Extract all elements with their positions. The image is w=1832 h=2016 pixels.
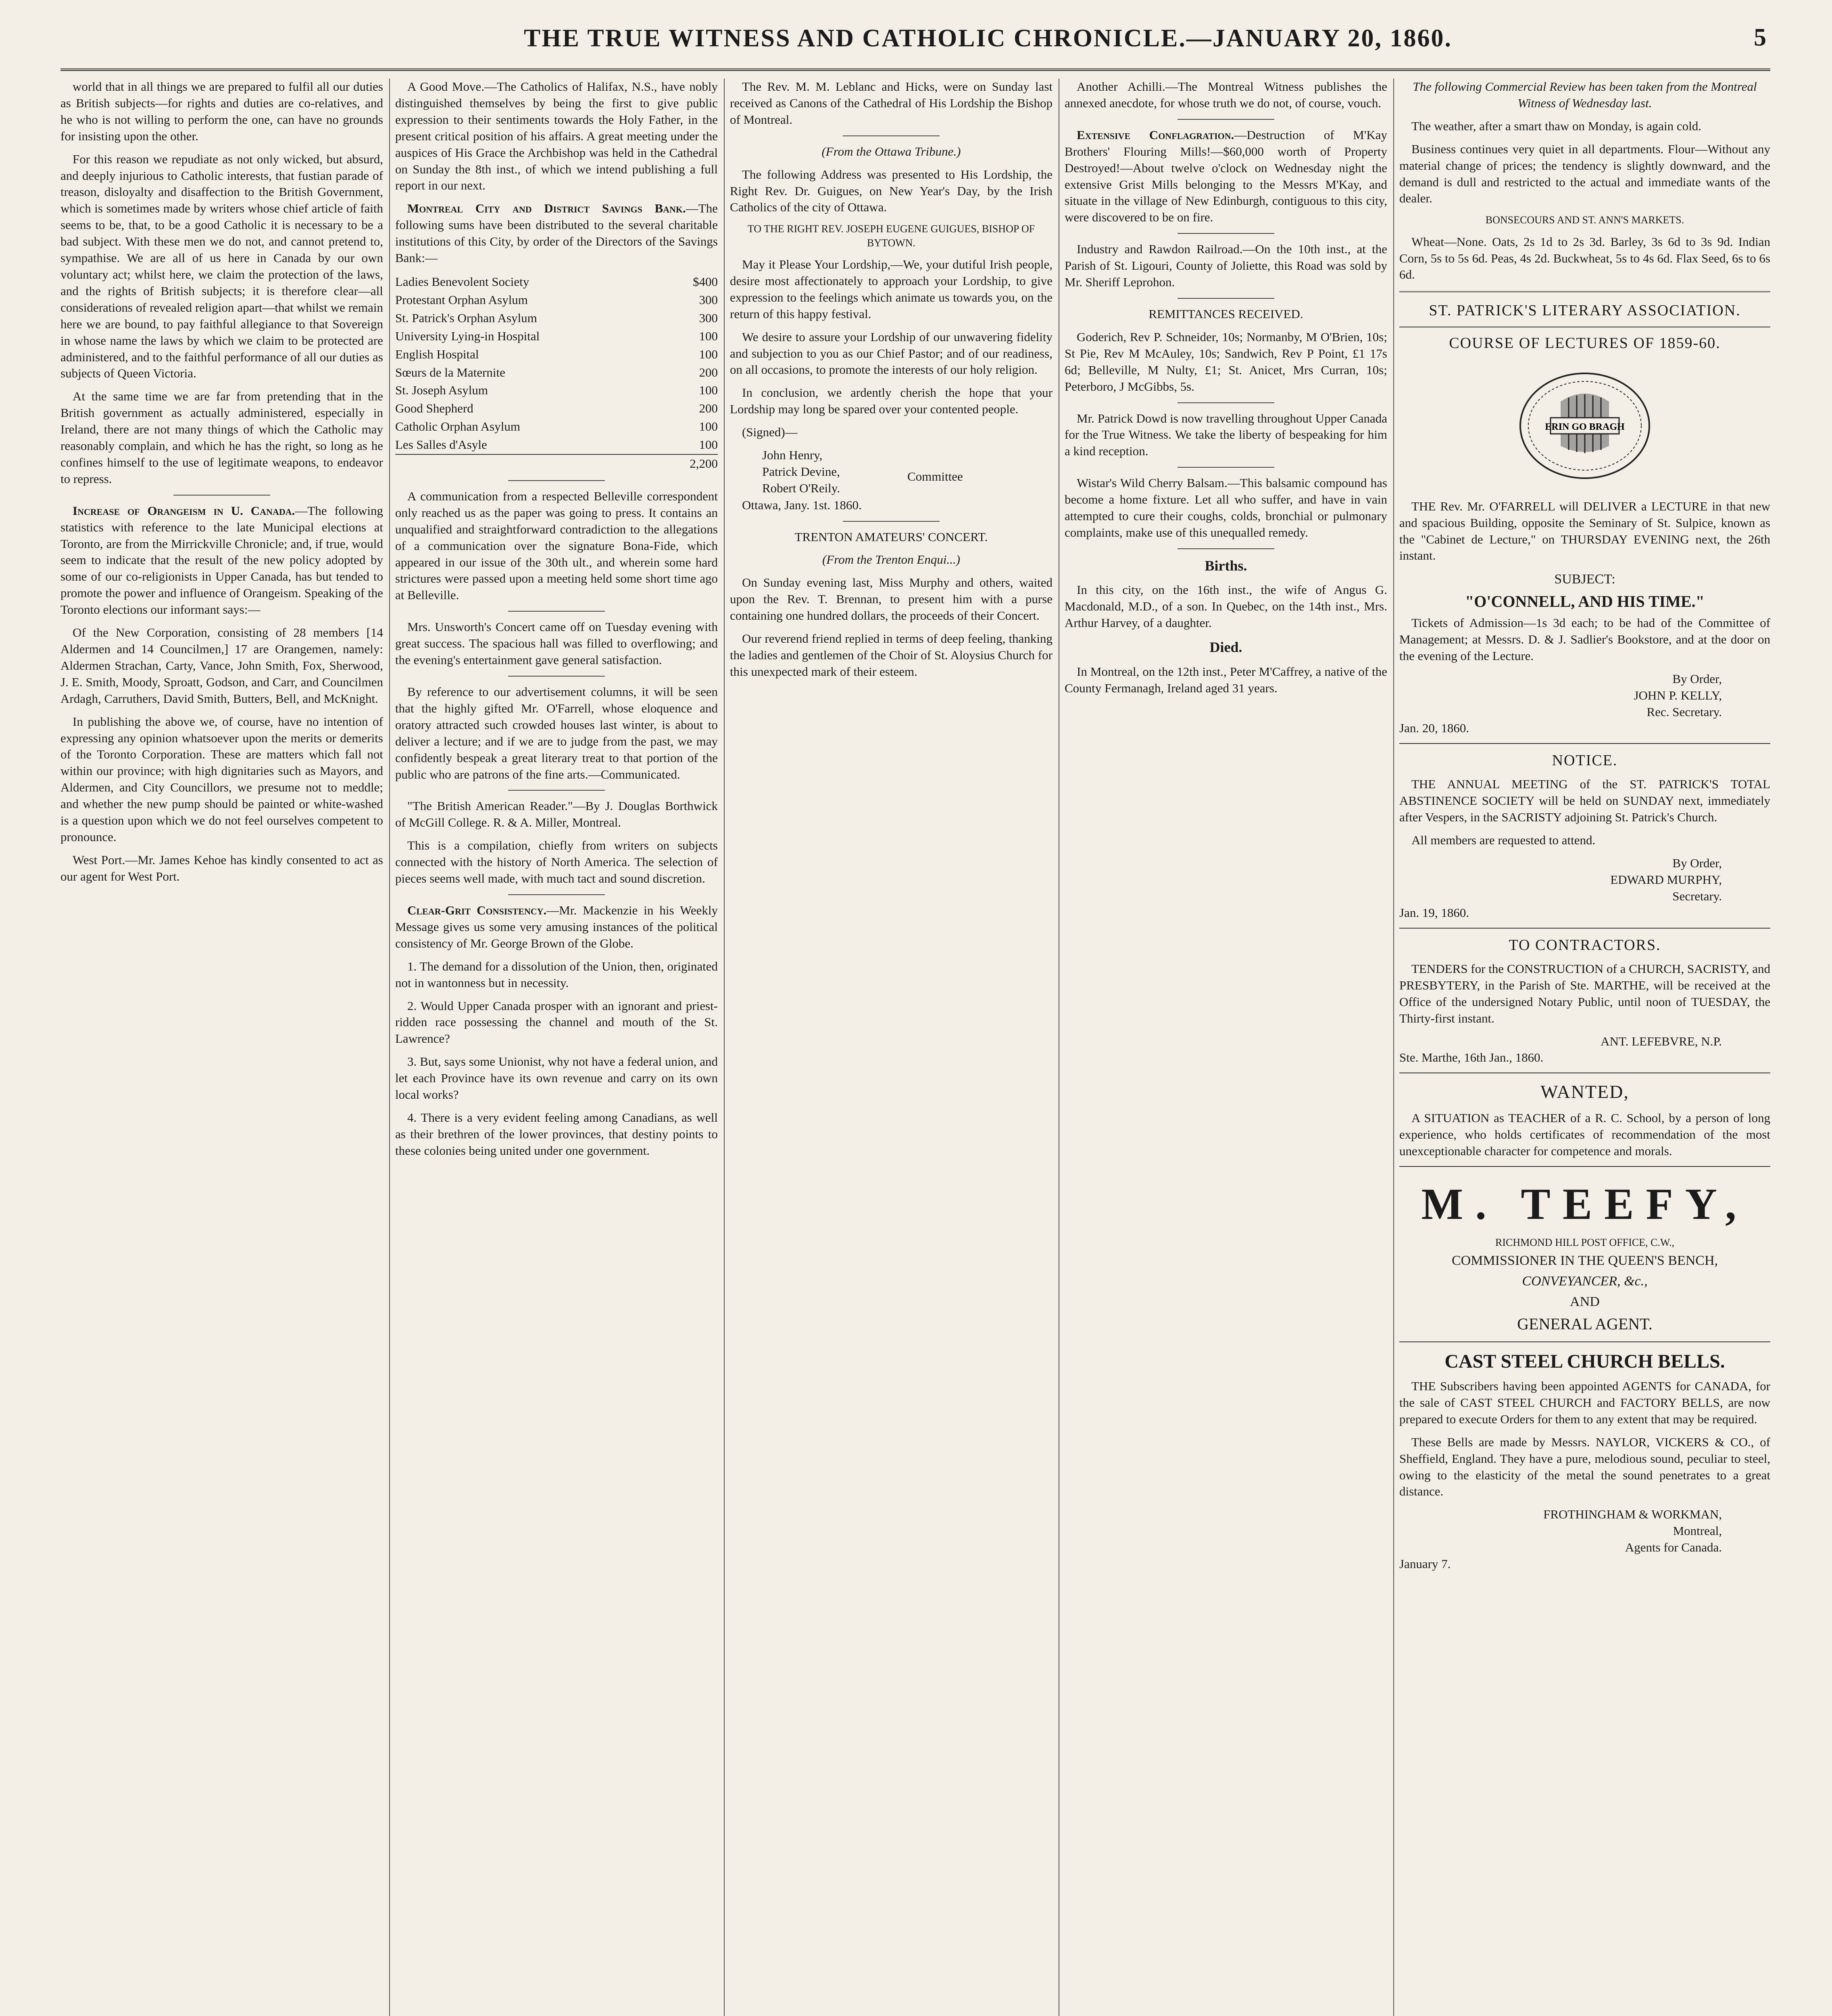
seal-text: ERIN GO BRAGH xyxy=(1545,421,1625,432)
signer: Patrick Devine, xyxy=(762,464,840,479)
col5-paragraph: The weather, after a smart thaw on Monday, is again cold. xyxy=(1411,119,1701,133)
col2-paragraph: —Mr. Mackenzie in his Weekly Message gives us some very amusing instances of the political consistency of Mr. George Brown of the Globe. xyxy=(395,903,718,950)
col1-paragraph: West Port.—Mr. James Kehoe has kindly consented to act as our agent for West Port. xyxy=(60,852,383,883)
teefy-address: RICHMOND HILL POST OFFICE, C.W., xyxy=(1495,1236,1674,1248)
divider xyxy=(1178,402,1274,403)
col3-paragraph: We desire to assure your Lordship of our unwavering fidelity and subjection to you as our Chief Pastor; and of our readiness, on all occasions, to promote the interests of our holy religion. xyxy=(730,329,1053,377)
col2-paragraph: A communication from a respected Belleville correspondent only reached us as the paper was going to press. It contains an unqualified and straightforward contradiction to the allegations of a communication over the signature Bona-Fide, which appeared in our issue of the 30th ult., and wherein some hard strictures were passed upon a meeting held some short time ago at Belleville. xyxy=(395,489,718,602)
column-4 xyxy=(1065,79,1387,2016)
signer-murphy-title: Secretary. xyxy=(1672,889,1722,903)
col2-paragraph: 1. The demand for a dissolution of the Union, then, originated not in wantonness but in necessity. xyxy=(395,959,718,990)
births-text: In this city, on the 16th inst., the wife of Angus G. Macdonald, M.D., of a son. In Quebec, on the 14th inst., Mrs. Arthur Harvey, of a daughter. xyxy=(1065,583,1387,630)
charity-amount: 100 xyxy=(699,383,718,398)
charity-amount: 200 xyxy=(699,401,718,416)
market-heading: The following Commercial Review has been taken from the Montreal Witness of Wednesday last. xyxy=(1413,79,1757,110)
column-rule xyxy=(724,79,725,2016)
signatories xyxy=(762,447,1053,495)
divider xyxy=(1399,1341,1770,1342)
col4-paragraph: Industry and Rawdon Railroad.—On the 10th inst., at the Parish of St. Ligouri, County of Joliette, this Road was sold by Mr. Sheriff Leprohon. xyxy=(1065,242,1387,289)
table-row xyxy=(395,346,718,364)
headline-course: COURSE OF LECTURES OF 1859-60. xyxy=(1449,334,1721,352)
col5-paragraph: All members are requested to attend. xyxy=(1411,833,1596,848)
divider xyxy=(1178,233,1274,234)
col5-paragraph: THE Subscribers having been appointed AGENTS for CANADA, for the sale of CAST STEEL CHURCH and FACTORY BELLS, are now prepared to execute Orders for them to any extent that may be required. xyxy=(1399,1379,1770,1426)
signer: John Henry, xyxy=(762,448,823,462)
col4-paragraph: Another Achilli.—The Montreal Witness publishes the annexed anecdote, for whose truth we do not, of course, vouch. xyxy=(1065,79,1387,110)
masthead xyxy=(60,20,1770,71)
charity-amount: 100 xyxy=(699,437,718,452)
divider xyxy=(508,894,605,895)
headline-markets: BONSECOURS AND ST. ANN'S MARKETS. xyxy=(1485,214,1684,226)
col1-paragraph: For this reason we repudiate as not only wicked, but absurd, and deeply injurious to Catholic interests, that fustian parade of treason, disloyalty and disaffection to the British Government, which is sometimes made by writers whose chief article of faith seems to be, that, to be a good Catholic it is necessary to be a bad subject. With these men we do not, and cannot pretend to, sympathise. We are all of us here in Canada by our own voluntary act; whilst here, we claim the protection of the laws, and the rights of British subjects; it is therefore clear—all considerations of revealed religion apart—that whilst we remain here we are bound, to pay faithful allegiance to that Sovereign in whose name the laws by which we claim to be protected are administered, and to the faithful performance of all our duties as subjects of Queen Victoria. xyxy=(60,152,383,381)
by-order: By Order, xyxy=(1672,671,1722,686)
charity-amount: 300 xyxy=(699,310,718,325)
charity-name: Protestant Orphan Asylum xyxy=(395,292,528,307)
col5-paragraph: Tickets of Admission—1s 3d each; to be had of the Committee of Management; at Messrs. D. & J. Sadlier's Bookstore, and at the door on the evening of the Lecture. xyxy=(1399,615,1770,663)
table-row xyxy=(395,273,718,291)
charity-name: University Lying-in Hospital xyxy=(395,329,540,343)
col2-paragraph: 2. Would Upper Canada prosper with an ignorant and priest-ridden race possessing the channel and mouth of the St. Lawrence? xyxy=(395,998,718,1046)
charity-amount: $400 xyxy=(693,274,718,289)
col4-paragraph: —Destruction of M'Kay Brothers' Flouring Mills!—$60,000 worth of Property Destroyed!—About twelve o'clock on Wednesday night the extensive Grist Mills belonging to the Messrs M'Kay, and situate in the village of New Edinburgh, contiguous to this city, were discovered to be on fire. xyxy=(1065,127,1387,225)
headline-savings-bank: Montreal City and District Savings Bank. xyxy=(407,201,686,216)
ad-date: Jan. 19, 1860. xyxy=(1399,905,1469,920)
column-3 xyxy=(730,79,1053,2016)
col3-paragraph: Our reverend friend replied in terms of deep feeling, thanking the ladies and gentlemen of the Choir of St. Aloysius Church for this unexpected mark of their esteem. xyxy=(730,631,1053,679)
charity-name: Sœurs de la Maternite xyxy=(395,365,505,379)
signer-place: Montreal, xyxy=(1673,1524,1722,1538)
headline-notice: NOTICE. xyxy=(1552,752,1618,769)
col3-paragraph: The following Address was presented to His Lordship, the Right Rev. Dr. Guigues, on New Year's Day, by the Irish Catholics of the city of Ottawa. xyxy=(730,167,1053,215)
signer-kelly-title: Rec. Secretary. xyxy=(1647,704,1722,719)
divider xyxy=(173,495,270,496)
committee-label: Committee xyxy=(907,469,963,483)
headline-st-patricks: ST. PATRICK'S LITERARY ASSOCIATION. xyxy=(1429,302,1741,319)
headline-conflagration: Extensive Conflagration. xyxy=(1077,127,1234,142)
col4-paragraph: Goderich, Rev P. Schneider, 10s; Normanby, M O'Brien, 10s; St Pie, Rev M McAuley, 10s; Sandwich, Rev P Point, £1 17s 6d; Belleville, M Nulty, £1; St. Anicet, Mrs Curran, 10s; Peterboro, J McGibbs, 5s. xyxy=(1065,329,1387,394)
column-1 xyxy=(60,79,383,2016)
col3-paragraph: On Sunday evening last, Miss Murphy and others, waited upon the Rev. T. Brennan, to present him with a purse containing one hundred dollars, the proceeds of their Concert. xyxy=(730,575,1053,623)
divider xyxy=(1399,743,1770,744)
headline-remittances: REMITTANCES RECEIVED. xyxy=(1148,306,1303,321)
col3-paragraph: The Rev. M. M. Leblanc and Hicks, were on Sunday last received as Canons of the Cathedral of His Lordship the Bishop of Montreal. xyxy=(730,79,1053,127)
died-text: In Montreal, on the 12th inst., Peter M'Caffrey, a native of the County Fermanagh, Ireland aged 31 years. xyxy=(1065,664,1387,695)
signer-lefebvre: ANT. LEFEBVRE, N.P. xyxy=(1601,1034,1722,1048)
divider xyxy=(843,521,940,522)
table-row xyxy=(395,436,718,454)
charity-amount: 100 xyxy=(699,347,718,361)
table-row xyxy=(395,364,718,382)
col2-paragraph: By reference to our advertisement columns, it will be seen that the highly gifted Mr. O'Farrell, whose eloquence and oratory attracted such crowded houses last winter, is about to deliver a lecture; and if we are to judge from the past, we may confidently bespeak a great literary treat to that portion of the public who are patrons of the fine arts.—Communicated. xyxy=(395,685,718,781)
column-2 xyxy=(395,79,718,2016)
charity-name: Good Shepherd xyxy=(395,401,473,416)
headline-wanted: WANTED, xyxy=(1540,1081,1629,1102)
total-row xyxy=(395,454,718,473)
teefy-line: AND xyxy=(1570,1294,1600,1310)
col2-paragraph: "The British American Reader."—By J. Douglas Borthwick of McGill College. R. & A. Miller, Montreal. xyxy=(395,799,718,830)
address-heading: TO THE RIGHT REV. JOSEPH EUGENE GUIGUES, BISHOP OF BYTOWN. xyxy=(747,223,1035,249)
col4-paragraph: Mr. Patrick Dowd is now travelling throughout Upper Canada for the True Witness. We take the liberty of bespeaking for him a kind reception. xyxy=(1065,411,1387,458)
harp-emblem-icon xyxy=(1512,365,1657,486)
charity-name: St. Patrick's Orphan Asylum xyxy=(395,310,537,325)
col2-paragraph: —The following sums have been distributed to the several charitable institutions of this City, by order of the Directors of the Savings Bank:— xyxy=(395,201,718,265)
col1-paragraph: —The following statistics with reference to the late Municipal elections at Toronto, are from the Mirrickville Chronicle; and, if true, would seem to indicate that the result of the new policy adopted by some of our co-religionists in Upper Canada, has but tended to promote the power and influence of Orangeism. Speaking of the Toronto elections our informant says:— xyxy=(60,503,383,617)
headline-births: Births. xyxy=(1205,557,1247,574)
col2-paragraph: This is a compilation, chiefly from writers on subjects connected with the history of North America. The selection of pieces seems well made, with much tact and sound discretion. xyxy=(395,838,718,886)
charity-name: Catholic Orphan Asylum xyxy=(395,419,520,434)
table-row xyxy=(395,400,718,418)
divider xyxy=(1178,548,1274,549)
col1-paragraph: Of the New Corporation, consisting of 28 members [14 Aldermen and 14 Councilmen,] 17 are Orangemen, namely: Aldermen Strachan, Carty, Vance, John Smith, Fox, Sherwood, J. E. Smith, Moody, Sproatt, Godson, and Carr, and Councilmen Ardagh, Carruthers, David Smith, Butters, Bell, and McKnight. xyxy=(60,625,383,706)
divider xyxy=(508,611,605,612)
charity-name: English Hospital xyxy=(395,347,479,361)
table-row xyxy=(395,309,718,327)
teefy-line: GENERAL AGENT. xyxy=(1517,1314,1653,1333)
charity-name: St. Joseph Asylum xyxy=(395,383,488,398)
headline-bells: CAST STEEL CHURCH BELLS. xyxy=(1444,1350,1725,1372)
signed-label: (Signed)— xyxy=(742,425,798,439)
ad-date: Jan. 20, 1860. xyxy=(1399,721,1469,735)
charity-amount: 100 xyxy=(699,329,718,343)
divider xyxy=(843,135,940,136)
col1-paragraph: At the same time we are far from pretending that in the British government as actually administered, especially in Ireland, there are not many things of which the Catholic may reasonably complain, and which he has the right, so long as he confines himself to the use of legitimate weapons, to endeavor to repress. xyxy=(60,389,383,486)
col1-paragraph: In publishing the above we, of course, have no intention of expressing any opinion whatsoever upon the merits or demerits of the Toronto Corporation. These are matters which fall not within our province; with high dignitaries such as Mayors, and Aldermen, and City Councillors, we presume not to meddle; and whether the new pump should be painted or white-washed is a question upon which we do not feel ourselves competent to pronounce. xyxy=(60,714,383,844)
table-row xyxy=(395,327,718,346)
signer-kelly: JOHN P. KELLY, xyxy=(1634,688,1722,702)
col2-paragraph: A Good Move.—The Catholics of Halifax, N.S., have nobly distinguished themselves by being the first to give public expression to their sentiments towards the Holy Father, in the present critical position of his affairs. A great meeting under the auspices of His Grace the Archbishop was held in the Cathedral on Sunday the 8th inst., of which we intend publishing a full report in our next. xyxy=(395,79,718,193)
divider xyxy=(1399,291,1770,292)
charity-name: Ladies Benevolent Society xyxy=(395,274,529,289)
divider xyxy=(508,676,605,677)
signer-frothingham: FROTHINGHAM & WORKMAN, xyxy=(1543,1507,1722,1522)
headline-clear-grit: Clear-Grit Consistency. xyxy=(407,903,547,917)
page-number: 5 xyxy=(1754,24,1766,51)
divider xyxy=(1178,119,1274,120)
col5-paragraph: THE Rev. Mr. O'FARRELL will DELIVER a LECTURE in that new and spacious Building, opposite the Seminary of St. Sulpice, known as the "Cabinet de Lecture," on THURSDAY EVENING next, the 26th instant. xyxy=(1399,499,1770,563)
ad-date: January 7. xyxy=(1399,1557,1451,1571)
col3-paragraph: In conclusion, we ardently cherish the hope that your Lordship may long be spared over your contented people. xyxy=(730,385,1053,417)
col5-paragraph: Business continues very quiet in all departments. Flour—Without any material change of prices; the tendency is slightly downward, and the demand is dull and restricted to the actual and immediate wants of the dealer. xyxy=(1399,142,1770,206)
signer-title: Agents for Canada. xyxy=(1625,1540,1722,1555)
divider xyxy=(508,480,605,481)
charity-amount: 300 xyxy=(699,292,718,307)
divider xyxy=(508,790,605,791)
column-5 xyxy=(1399,79,1770,2016)
address-date: Ottawa, Jany. 1st. 1860. xyxy=(742,498,862,512)
headline-contractors: TO CONTRACTORS. xyxy=(1509,936,1661,954)
col4-paragraph: Wistar's Wild Cherry Balsam.—This balsamic compound has become a home fixture. Let all who suffer, and have in vain attempted to cure their coughs, colds, bronchial or pulmonary complaints, make use of this unequalled remedy. xyxy=(1065,476,1387,539)
charity-amount: 100 xyxy=(699,419,718,434)
teefy-line: CONVEYANCER, &c., xyxy=(1522,1274,1648,1289)
headline-orangeism: Increase of Orangeism in U. Canada. xyxy=(73,503,295,518)
charity-amount: 200 xyxy=(699,365,718,379)
table-row xyxy=(395,418,718,436)
col5-paragraph: A SITUATION as TEACHER of a R. C. School, by a person of long experience, who holds certificates of recommendation of the most unexceptionable character for competence and morals. xyxy=(1399,1111,1770,1158)
headline-trenton: TRENTON AMATEURS' CONCERT. xyxy=(794,529,988,544)
charity-name: Les Salles d'Asyle xyxy=(395,437,487,452)
col1-paragraph: world that in all things we are prepared to fulfil all our duties as British subjects—for rights and duties are co-relatives, and he who is not willing to perform the one, can have no grounds for insisting upon the other. xyxy=(60,79,383,143)
column-rule xyxy=(1393,79,1394,2016)
col5-paragraph: THE ANNUAL MEETING of the ST. PATRICK'S TOTAL ABSTINENCE SOCIETY will be held on SUNDAY next, immediately after Vespers, in the SACRISTY adjoining St. Patrick's Church. xyxy=(1399,777,1770,825)
col2-paragraph: 4. There is a very evident feeling among Canadians, as well as their brethren of the lower provinces, that destiny points to these colonies being united under one government. xyxy=(395,1110,718,1158)
col2-paragraph: Mrs. Unsworth's Concert came off on Tuesday evening with great success. The spacious hall was filled to overflowing; and the evening's entertainment gave general satisfaction. xyxy=(395,620,718,667)
signer-murphy: EDWARD MURPHY, xyxy=(1610,873,1722,887)
col5-paragraph: These Bells are made by Messrs. NAYLOR, VICKERS & CO., of Sheffield, England. They have a pure, melodious sound, peculiar to steel, owing to the elasticity of the metal the sound penetrates to a great distance. xyxy=(1399,1435,1770,1499)
masthead-title: THE TRUE WITNESS AND CATHOLIC CHRONICLE.—JANUARY 20, 1860. xyxy=(524,25,1452,52)
col5-paragraph: TENDERS for the CONSTRUCTION of a CHURCH, SACRISTY, and PRESBYTERY, in the Parish of Ste. MARTHE, will be received at the Office of the undersigned Notary Public, until noon of TUESDAY, the Thirty-first instant. xyxy=(1399,961,1770,1025)
headline-teefy: M. TEEFY, xyxy=(1421,1179,1749,1229)
column-rule xyxy=(389,79,390,2016)
teefy-line: COMMISSIONER IN THE QUEEN'S BENCH, xyxy=(1451,1253,1718,1268)
divider xyxy=(1178,298,1274,299)
col3-paragraph: May it Please Your Lordship,—We, your dutiful Irish people, desire most affectionately to approach your Lordship, to give expression to the feelings which animate us towards you, on the return of this happy festival. xyxy=(730,257,1053,321)
source-trenton: (From the Trenton Enqui...) xyxy=(822,552,961,567)
by-order: By Order, xyxy=(1672,856,1722,871)
headline-died: Died. xyxy=(1209,639,1242,656)
table-row xyxy=(395,291,718,309)
table-row xyxy=(395,381,718,400)
lecture-subject: "O'CONNELL, AND HIS TIME." xyxy=(1465,592,1705,611)
charities-table xyxy=(395,273,718,473)
charity-total: 2,200 xyxy=(665,454,718,473)
divider xyxy=(1178,467,1274,468)
source-ottawa: (From the Ottawa Tribune.) xyxy=(821,144,961,158)
place-date: Ste. Marthe, 16th Jan., 1860. xyxy=(1399,1050,1544,1065)
divider xyxy=(1399,1166,1770,1167)
col5-paragraph: Wheat—None. Oats, 2s 1d to 2s 3d. Barley, 3s 6d to 3s 9d. Indian Corn, 5s to 5s 6d. Peas, 4s 2d. Buckwheat, 5s to 4s 6d. Flax Seed, 6s to 6s 6d. xyxy=(1399,234,1770,282)
divider xyxy=(1399,928,1770,929)
subject-label: SUBJECT: xyxy=(1554,572,1615,587)
signer: Robert O'Reily. xyxy=(762,481,840,495)
col2-paragraph: 3. But, says some Unionist, why not have a federal union, and let each Province have its own revenue and carry on its own local works? xyxy=(395,1054,718,1102)
